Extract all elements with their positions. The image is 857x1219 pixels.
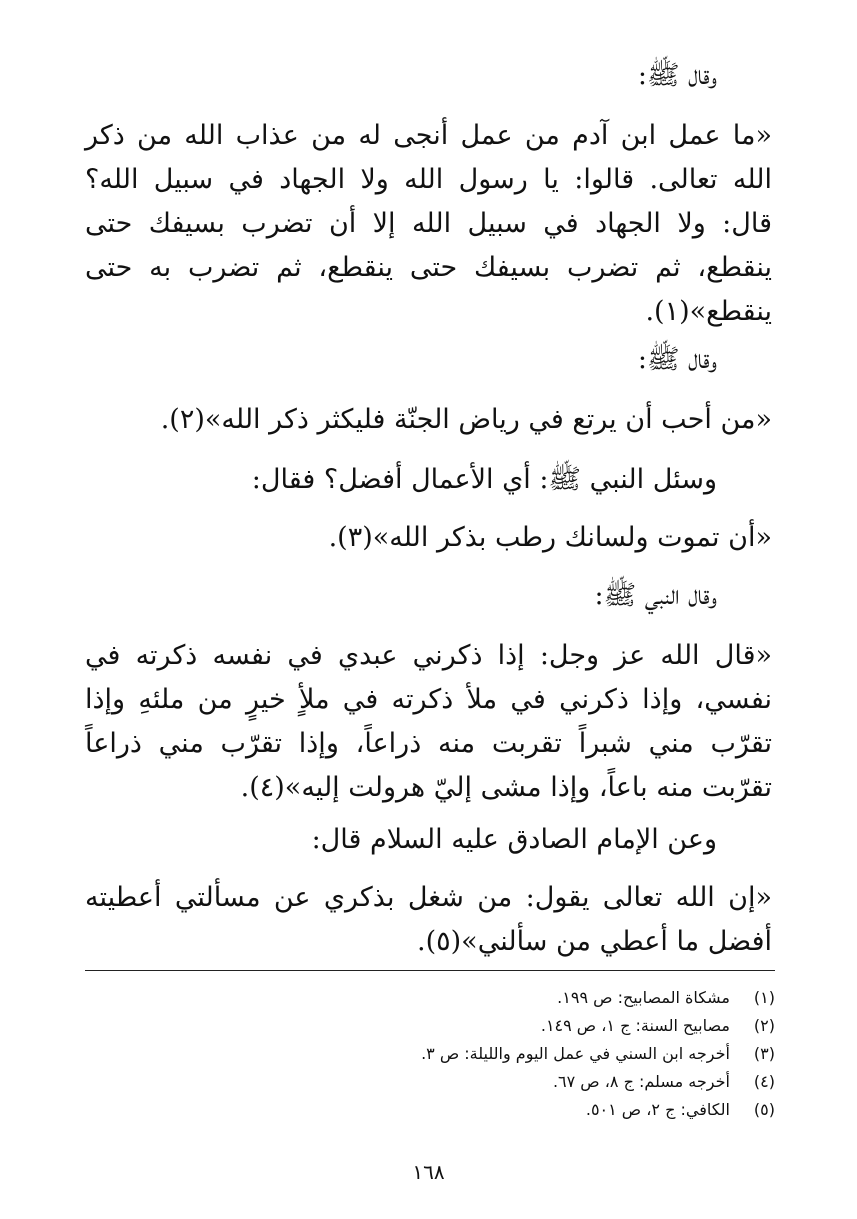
quote-line: نفسي، وإذا ذكرني في ملأ ذكرته في ملأٍ خيرٍ من ملئهِ وإذا — [85, 684, 772, 715]
footnote-text: مشكاة المصابيح: ص ١٩٩. — [557, 988, 730, 1007]
quote-line: تقرّب مني شبراً تقربت منه ذراعاً، وإذا تقرّب مني ذراعاً — [85, 728, 772, 759]
intro-line: وسئل النبي ﷺ: أي الأعمال أفضل؟ فقال: — [251, 464, 717, 495]
intro-line: وقال النبي ﷺ: — [594, 580, 717, 611]
quote-line: «من أحب أن يرتع في رياض الجنّة فليكثر ذكر الله»(٢). — [160, 404, 772, 435]
intro-line: وعن الإمام الصادق عليه السلام قال: — [311, 824, 717, 855]
quote-line: «أن تموت ولسانك رطب بذكر الله»(٣). — [328, 522, 772, 553]
footnote — [421, 1046, 775, 1062]
quote-line: «إن الله تعالى يقول: من شغل بذكري عن مسألتي أعطيته — [85, 882, 772, 913]
intro-line: وقال ﷺ: — [637, 60, 717, 91]
footnote-number: (٢) — [753, 1016, 775, 1035]
quote-line: الله تعالى. قالوا: يا رسول الله ولا الجهاد في سبيل الله؟ — [85, 164, 772, 195]
footnote-number: (١) — [753, 988, 775, 1007]
quote-line: تقرّبت منه باعاً، وإذا مشى إليّ هرولت إليه»(٤). — [240, 772, 772, 803]
footnote-text: الكافي: ج ٢، ص ٥٠١. — [585, 1100, 730, 1119]
quote-line: أفضل ما أعطي من سألني»(٥). — [417, 926, 772, 957]
footnote — [557, 990, 775, 1006]
intro-line: وقال ﷺ: — [637, 344, 717, 375]
quote-line: «ما عمل ابن آدم من عمل أنجى له من عذاب الله من ذكر — [85, 120, 772, 151]
footnote-text: أخرجه مسلم: ج ٨، ص ٦٧. — [552, 1072, 730, 1091]
footnote-number: (٥) — [753, 1100, 775, 1119]
quote-line: ينقطع»(١). — [645, 296, 772, 327]
footnote-number: (٤) — [753, 1072, 775, 1091]
footnote-number: (٣) — [753, 1044, 775, 1063]
footnote — [541, 1018, 775, 1034]
quote-line: ينقطع، ثم تضرب بسيفك حتى ينقطع، ثم تضرب به حتى — [85, 252, 772, 283]
quote-line: «قال الله عز وجل: إذا ذكرني عبدي في نفسه ذكرته في — [85, 640, 772, 671]
footnote-divider — [85, 970, 775, 971]
quote-line: قال: ولا الجهاد في سبيل الله إلا أن تضرب بسيفك حتى — [85, 208, 772, 239]
footnote — [586, 1102, 775, 1118]
footnote-text: أخرجه ابن السني في عمل اليوم والليلة: ص ٣. — [421, 1044, 730, 1063]
footnote — [553, 1074, 775, 1090]
page-number: ١٦٨ — [412, 1160, 445, 1184]
footnote-text: مصابيح السنة: ج ١، ص ١٤٩. — [540, 1016, 730, 1035]
